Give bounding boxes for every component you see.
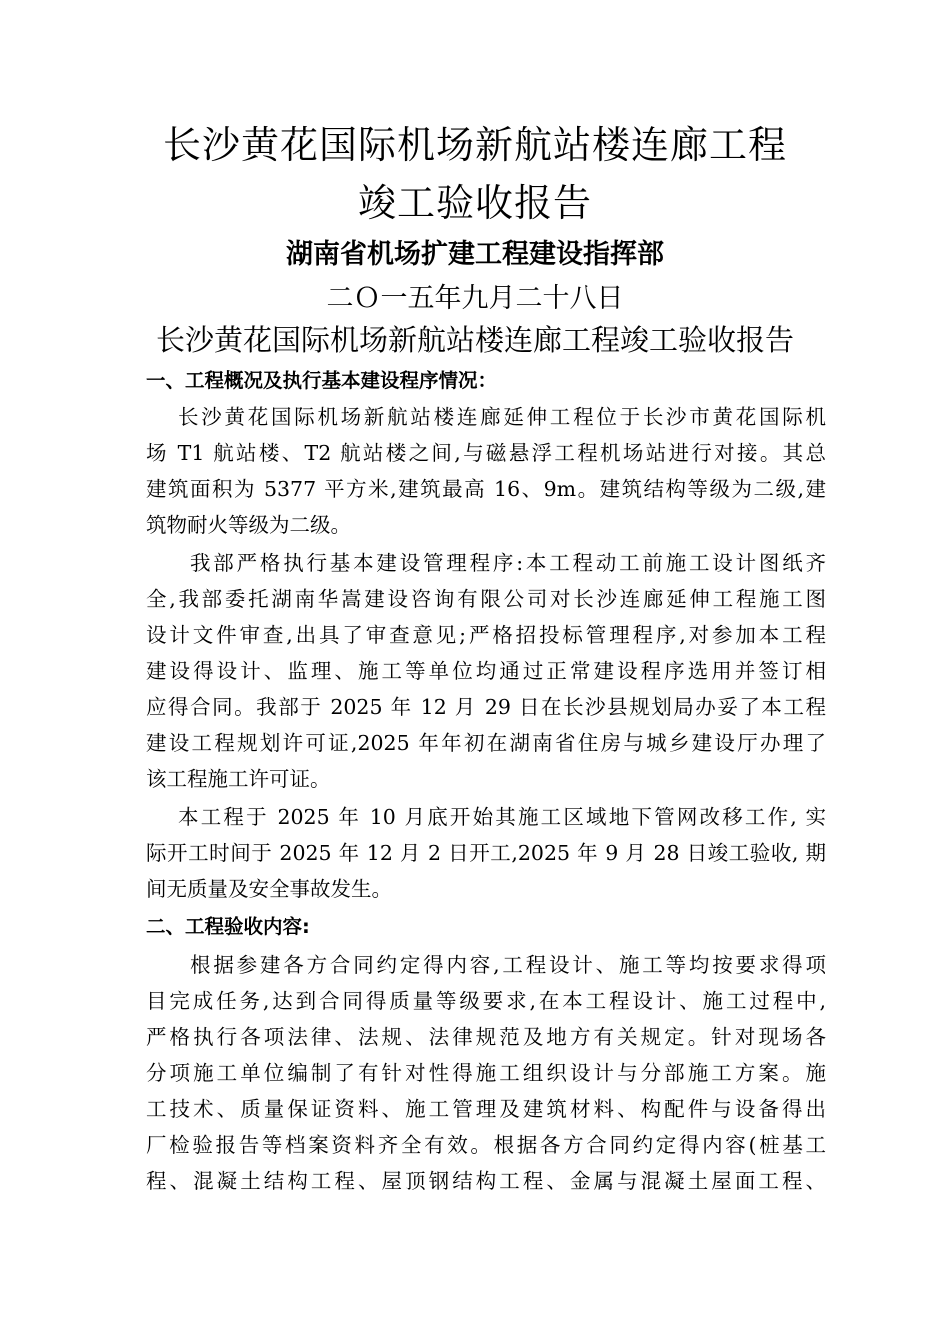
paragraph-line: 筑物耐火等级为二级。: [146, 513, 351, 537]
paragraph-line: 建设工程规划许可证,2025 年年初在湖南省住房与城乡建设厅办理了: [146, 731, 826, 755]
paragraph-line: 建筑面积为 5377 平方米,建筑最高 16、9m。建筑结构等级为二级,建: [146, 477, 826, 501]
paragraph-line: 建设得设计、监理、施工等单位均通过正常建设程序选用并签订相: [146, 659, 826, 683]
paragraph-line: 分项施工单位编制了有针对性得施工组织设计与分部施工方案。施: [146, 1061, 826, 1085]
paragraph-line: 间无质量及安全事故发生。: [146, 877, 392, 901]
paragraph-line: 应得合同。我部于 2025 年 12 月 29 日在长沙县规划局办妥了本工程: [146, 695, 826, 719]
paragraph-line: 根据参建各方合同约定得内容,工程设计、施工等均按要求得项: [190, 953, 826, 977]
organization-name: 湖南省机场扩建工程建设指挥部: [286, 239, 664, 270]
paragraph-line: 厂检验报告等档案资料齐全有效。根据各方合同约定得内容(桩基工: [146, 1133, 826, 1157]
section-2-heading: 二、工程验收内容:: [146, 915, 310, 938]
paragraph-line: 目完成任务,达到合同得质量等级要求,在本工程设计、施工过程中,: [146, 989, 826, 1013]
section-1-heading: 一、工程概况及执行基本建设程序情况：: [146, 369, 498, 392]
paragraph-line: 该工程施工许可证。: [146, 767, 331, 791]
paragraph-line: 际开工时间于 2025 年 12 月 2 日开工,2025 年 9 月 28 日竣工验收, 期: [146, 841, 826, 865]
paragraph-line: 程、混凝土结构工程、屋顶钢结构工程、金属与混凝土屋面工程、: [146, 1169, 826, 1193]
paragraph-line: 严格执行各项法律、法规、法律规范及地方有关规定。针对现场各: [146, 1025, 826, 1049]
paragraph-line: 本工程于 2025 年 10 月底开始其施工区域地下管网改移工作, 实: [178, 805, 826, 829]
paragraph-line: 场 T1 航站楼、T2 航站楼之间,与磁悬浮工程机场站进行对接。其总: [146, 441, 826, 465]
paragraph-line: 长沙黄花国际机场新航站楼连廊延伸工程位于长沙市黄花国际机: [178, 405, 826, 429]
report-title: 长沙黄花国际机场新航站楼连廊工程竣工验收报告: [155, 323, 794, 357]
paragraph-line: 工技术、质量保证资料、施工管理及建筑材料、构配件与设备得出: [146, 1097, 826, 1121]
paragraph-line: 我部严格执行基本建设管理程序:本工程动工前施工设计图纸齐: [190, 551, 826, 575]
paragraph-line: 设计文件审查,出具了审查意见;严格招投标管理程序,对参加本工程: [146, 623, 826, 647]
report-date: 二Ｏ一五年九月二十八日: [326, 283, 624, 314]
paragraph-line: 全,我部委托湖南华嵩建设咨询有限公司对长沙连廊延伸工程施工图: [146, 587, 826, 611]
document-title-line-1: 长沙黄花国际机场新航站楼连廊工程: [162, 123, 787, 167]
document-title-line-2: 竣工验收报告: [357, 181, 592, 225]
